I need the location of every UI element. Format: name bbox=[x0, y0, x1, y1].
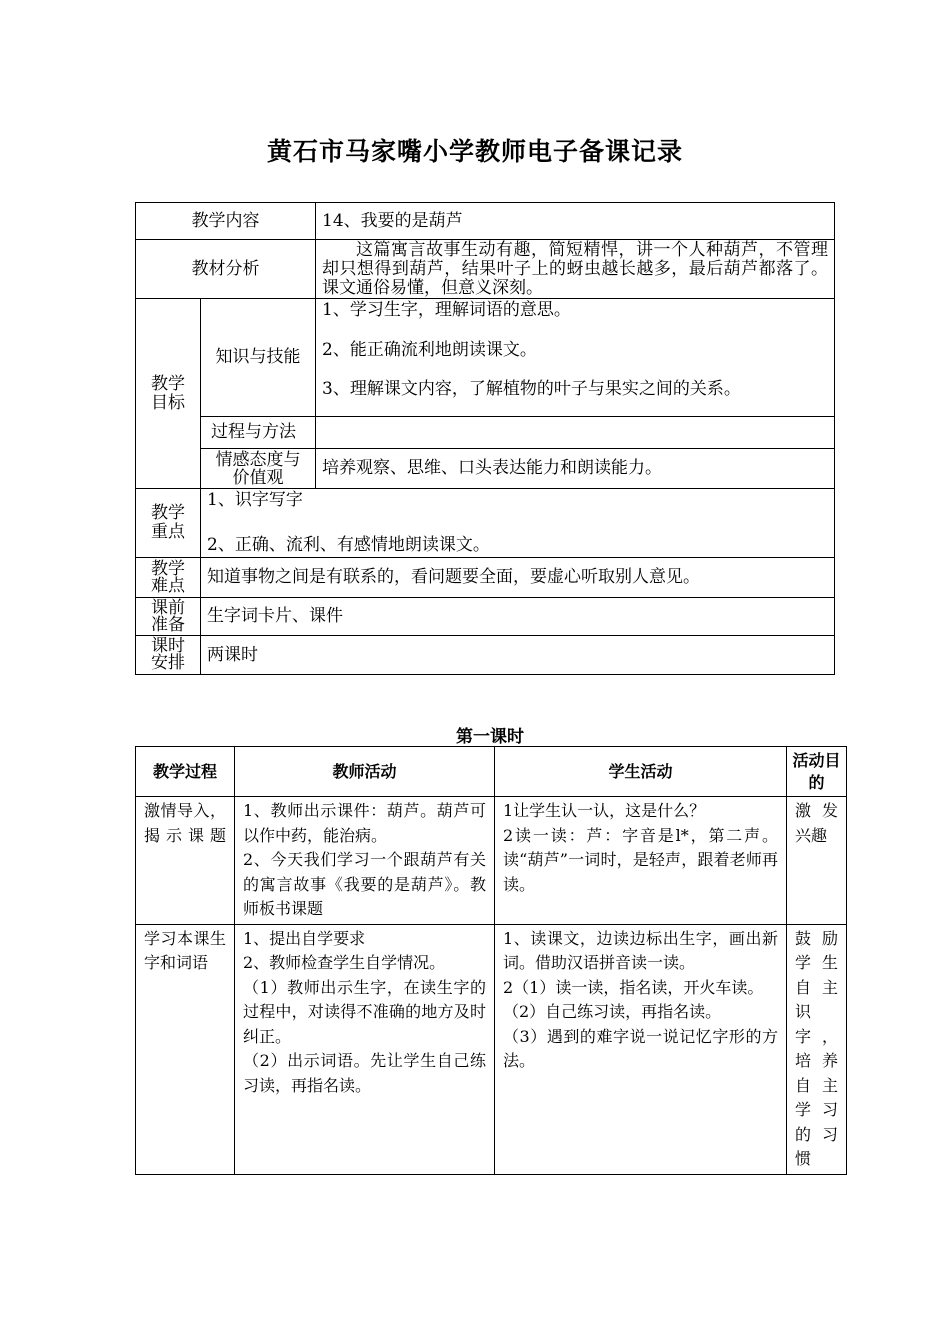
row2-student bbox=[495, 924, 787, 1174]
teacher-step: （2）出示词语。先让学生自己练习读，再指名读。 bbox=[243, 1051, 486, 1095]
process-value bbox=[316, 417, 835, 449]
emotion-value: 培养观察、思维、口头表达能力和朗读能力。 bbox=[316, 449, 835, 489]
lesson-heading: 第一课时 bbox=[456, 727, 524, 747]
col-header-process: 教学过程 bbox=[136, 747, 235, 797]
schedule-label: 课时安排 bbox=[136, 636, 201, 675]
knowledge-item: 2、能正确流利地朗读课文。 bbox=[322, 340, 537, 360]
row1-teacher bbox=[235, 797, 495, 925]
col-header-purpose: 活动目的 bbox=[787, 747, 847, 797]
row2-teacher bbox=[235, 924, 495, 1174]
row1-student bbox=[495, 797, 787, 925]
content-value: 14、我要的是葫芦 bbox=[316, 203, 835, 240]
prep-value: 生字词卡片、课件 bbox=[201, 598, 835, 636]
knowledge-label: 知识与技能 bbox=[201, 299, 316, 417]
row1-purpose: 激发兴趣 bbox=[787, 797, 847, 925]
student-step: 1、读课文，边读边标出生字，画出新词。借助汉语拼音读一读。 bbox=[503, 928, 778, 972]
student-step: 2（1）读一读，指名读，开火车读。 bbox=[503, 977, 764, 997]
emotion-label: 情感态度与价值观 bbox=[201, 449, 316, 489]
student-step: （3）遇到的难字说一说记忆字形的方法。 bbox=[503, 1026, 778, 1070]
row2-purpose: 鼓励学生自主识字，培养自主学习的习惯 bbox=[787, 924, 847, 1174]
analysis-value: 这篇寓言故事生动有趣，简短精悍，讲一个人种葫芦，不管理却只想得到葫芦，结果叶子上的蚜虫越长越多，最后葫芦都落了。课文通俗易懂，但意义深刻。 bbox=[316, 240, 835, 299]
student-step: （2）自己练习读，再指名读。 bbox=[503, 1002, 722, 1021]
knowledge-list bbox=[316, 299, 835, 417]
row2-process: 学习本课生字和词语 bbox=[136, 924, 235, 1174]
teacher-step: 2、教师检查学生自学情况。 bbox=[243, 953, 446, 972]
teacher-step: （1）教师出示生字，在读生字的过程中，对读得不准确的地方及时纠正。 bbox=[243, 977, 486, 1046]
page-title: 黄石市马家嘴小学教师电子备课记录 bbox=[266, 137, 683, 166]
goals-label: 教学目标 bbox=[136, 299, 201, 489]
info-table bbox=[135, 202, 835, 675]
knowledge-item: 1、学习生字，理解词语的意思。 bbox=[322, 300, 571, 320]
difficulty-label: 教学难点 bbox=[136, 558, 201, 598]
difficulty-value: 知道事物之间是有联系的，看问题要全面，要虚心听取别人意见。 bbox=[201, 558, 835, 598]
col-header-teacher: 教师活动 bbox=[235, 747, 495, 797]
lesson-table bbox=[135, 746, 847, 1175]
schedule-value: 两课时 bbox=[201, 636, 835, 675]
analysis-label: 教材分析 bbox=[136, 240, 316, 299]
teacher-step: 1、提出自学要求 bbox=[243, 928, 366, 948]
teacher-step: 2、今天我们学习一个跟葫芦有关的寓言故事《我要的是葫芦》。教师板书课题 bbox=[243, 850, 486, 918]
teacher-step: 1、教师出示课件：葫芦。葫芦可以作中药，能治病。 bbox=[243, 801, 486, 845]
key-item: 1、识字写字 bbox=[207, 490, 303, 510]
key-item: 2、正确、流利、有感情地朗读课文。 bbox=[207, 535, 490, 555]
content-label: 教学内容 bbox=[136, 203, 316, 240]
process-label: 过程与方法 bbox=[201, 417, 316, 449]
key-list bbox=[201, 489, 835, 558]
student-step: 1让学生认一认，这是什么？ bbox=[503, 801, 706, 820]
prep-label: 课前准备 bbox=[136, 598, 201, 636]
knowledge-item: 3、理解课文内容，了解植物的叶子与果实之间的关系。 bbox=[322, 379, 741, 399]
student-step: 2读一读：芦：字音是l*，第二声。读“葫芦”一词时，是轻声，跟着老师再读。 bbox=[503, 825, 778, 894]
key-label: 教学重点 bbox=[136, 489, 201, 558]
row1-process: 激情导入，揭示课题 bbox=[136, 797, 235, 925]
col-header-student: 学生活动 bbox=[495, 747, 787, 797]
